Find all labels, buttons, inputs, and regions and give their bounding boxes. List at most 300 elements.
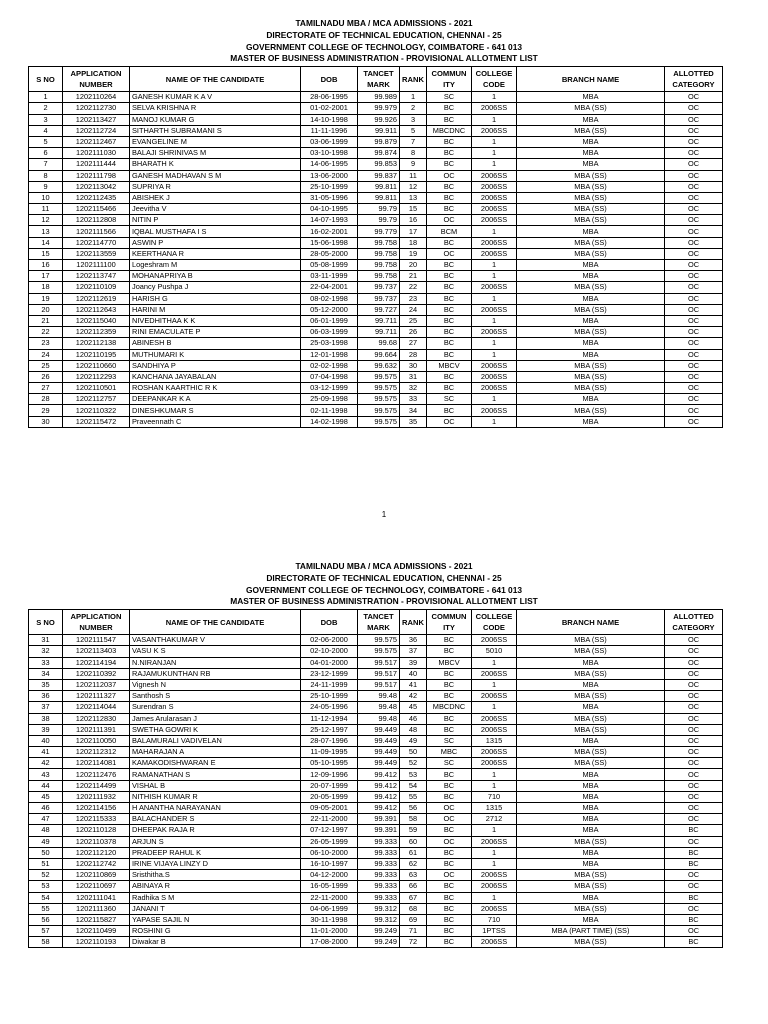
table-row [29, 825, 723, 836]
cell-sno: 3 [29, 114, 63, 125]
cell-rank: 26 [400, 327, 427, 338]
table-row [29, 148, 723, 159]
table-row [29, 881, 723, 892]
cell-candidate-name: YAPASE SAJIL N [130, 914, 301, 925]
cell-application-number: 1202112742 [63, 858, 130, 869]
cell-college-code: 2006SS [472, 836, 517, 847]
cell-college-code: 2006SS [472, 248, 517, 259]
cell-sno: 38 [29, 713, 63, 724]
cell-tancet-mark: 99.312 [358, 914, 400, 925]
table-row [29, 847, 723, 858]
cell-allotted-category: OC [665, 338, 723, 349]
cell-branch-name: MBA [517, 679, 665, 690]
cell-branch-name: MBA (SS) [517, 881, 665, 892]
cell-community: BC [427, 371, 472, 382]
cell-rank: 22 [400, 282, 427, 293]
cell-dob: 31-05-1996 [301, 192, 358, 203]
cell-sno: 2 [29, 103, 63, 114]
cell-application-number: 1202111100 [63, 260, 130, 271]
cell-rank: 39 [400, 657, 427, 668]
cell-community: BC [427, 338, 472, 349]
cell-college-code: 2006SS [472, 192, 517, 203]
cell-allotted-category: OC [665, 646, 723, 657]
cell-sno: 25 [29, 360, 63, 371]
cell-sno: 22 [29, 327, 63, 338]
cell-dob: 22-11-2000 [301, 892, 358, 903]
cell-candidate-name: Diwakar B [130, 937, 301, 948]
cell-tancet-mark: 99.837 [358, 170, 400, 181]
cell-sno: 5 [29, 136, 63, 147]
cell-candidate-name: SANDHIYA P [130, 360, 301, 371]
cell-community: BC [427, 282, 472, 293]
cell-college-code: 1 [472, 271, 517, 282]
cell-candidate-name: NIVEDHITHAA K K [130, 315, 301, 326]
cell-branch-name: MBA (SS) [517, 747, 665, 758]
page-header [0, 0, 768, 65]
cell-application-number: 1202112312 [63, 747, 130, 758]
cell-tancet-mark: 99.811 [358, 181, 400, 192]
cell-application-number: 1202111030 [63, 148, 130, 159]
column-header-sno: S NO [29, 67, 63, 92]
cell-community: BC [427, 679, 472, 690]
cell-candidate-name: SUPRIYA R [130, 181, 301, 192]
cell-community: OC [427, 215, 472, 226]
cell-dob: 25-10-1999 [301, 691, 358, 702]
cell-dob: 04-06-1999 [301, 903, 358, 914]
cell-candidate-name: SELVA KRISHNA R [130, 103, 301, 114]
cell-rank: 23 [400, 293, 427, 304]
cell-branch-name: MBA (SS) [517, 758, 665, 769]
cell-candidate-name: ABINAYA R [130, 881, 301, 892]
cell-branch-name: MBA [517, 394, 665, 405]
cell-community: BC [427, 724, 472, 735]
table-row [29, 338, 723, 349]
cell-college-code: 2006SS [472, 747, 517, 758]
cell-college-code: 2006SS [472, 758, 517, 769]
cell-dob: 12-09-1996 [301, 769, 358, 780]
cell-branch-name: MBA [517, 858, 665, 869]
cell-community: BC [427, 304, 472, 315]
cell-college-code: 2006SS [472, 103, 517, 114]
cell-dob: 02-02-1998 [301, 360, 358, 371]
cell-rank: 24 [400, 304, 427, 315]
cell-branch-name: MBA [517, 803, 665, 814]
cell-tancet-mark: 99.333 [358, 892, 400, 903]
cell-allotted-category: OC [665, 92, 723, 103]
cell-application-number: 1202112619 [63, 293, 130, 304]
cell-application-number: 1202110128 [63, 825, 130, 836]
cell-sno: 50 [29, 847, 63, 858]
cell-tancet-mark: 99.575 [358, 646, 400, 657]
cell-dob: 20-07-1999 [301, 780, 358, 791]
cell-branch-name: MBA [517, 315, 665, 326]
cell-college-code: 1315 [472, 803, 517, 814]
cell-college-code: 1 [472, 136, 517, 147]
cell-sno: 39 [29, 724, 63, 735]
cell-application-number: 1202115040 [63, 315, 130, 326]
cell-college-code: 1PTSS [472, 926, 517, 937]
cell-sno: 33 [29, 657, 63, 668]
cell-candidate-name: IRINE VIJAYA LINZY D [130, 858, 301, 869]
cell-dob: 23-12-1999 [301, 668, 358, 679]
cell-sno: 30 [29, 416, 63, 427]
table-row [29, 724, 723, 735]
cell-sno: 24 [29, 349, 63, 360]
cell-allotted-category: OC [665, 360, 723, 371]
cell-application-number: 1202112037 [63, 679, 130, 690]
cell-sno: 41 [29, 747, 63, 758]
cell-candidate-name: DINESHKUMAR S [130, 405, 301, 416]
table-row [29, 735, 723, 746]
cell-tancet-mark: 99.48 [358, 702, 400, 713]
cell-tancet-mark: 99.737 [358, 293, 400, 304]
cell-dob: 25-09-1998 [301, 394, 358, 405]
cell-tancet-mark: 99.911 [358, 125, 400, 136]
cell-candidate-name: Radhika S M [130, 892, 301, 903]
cell-community: BC [427, 181, 472, 192]
table-row [29, 159, 723, 170]
cell-sno: 52 [29, 870, 63, 881]
cell-tancet-mark: 99.737 [358, 282, 400, 293]
cell-tancet-mark: 99.575 [358, 416, 400, 427]
cell-rank: 45 [400, 702, 427, 713]
cell-allotted-category: OC [665, 349, 723, 360]
cell-application-number: 1202110195 [63, 349, 130, 360]
cell-community: MBCDNC [427, 125, 472, 136]
cell-sno: 12 [29, 215, 63, 226]
cell-candidate-name: Surendran S [130, 702, 301, 713]
cell-tancet-mark: 99.711 [358, 315, 400, 326]
column-header-candidate-name: NAME OF THE CANDIDATE [130, 67, 301, 92]
cell-dob: 05-12-2000 [301, 304, 358, 315]
cell-candidate-name: HARISH G [130, 293, 301, 304]
cell-rank: 67 [400, 892, 427, 903]
cell-allotted-category: OC [665, 282, 723, 293]
cell-rank: 19 [400, 248, 427, 259]
cell-branch-name: MBA [517, 780, 665, 791]
cell-sno: 23 [29, 338, 63, 349]
cell-dob: 25-12-1997 [301, 724, 358, 735]
cell-candidate-name: Joancy Pushpa J [130, 282, 301, 293]
column-header-dob: DOB [301, 67, 358, 92]
cell-candidate-name: ASWIN P [130, 237, 301, 248]
cell-rank: 36 [400, 635, 427, 646]
cell-application-number: 1202110193 [63, 937, 130, 948]
cell-candidate-name: ABISHEK J [130, 192, 301, 203]
cell-sno: 4 [29, 125, 63, 136]
cell-dob: 22-11-2000 [301, 814, 358, 825]
cell-rank: 40 [400, 668, 427, 679]
cell-application-number: 1202114770 [63, 237, 130, 248]
allotment-table [28, 609, 723, 948]
cell-dob: 16-10-1997 [301, 858, 358, 869]
cell-candidate-name: ROSHAN KAARTHIC R K [130, 383, 301, 394]
cell-branch-name: MBA (SS) [517, 103, 665, 114]
cell-rank: 21 [400, 271, 427, 282]
cell-allotted-category: OC [665, 903, 723, 914]
cell-allotted-category: OC [665, 735, 723, 746]
cell-application-number: 1202111327 [63, 691, 130, 702]
cell-community: MBCDNC [427, 702, 472, 713]
cell-college-code: 2006SS [472, 181, 517, 192]
column-header-rank: RANK [400, 610, 427, 635]
cell-community: BC [427, 327, 472, 338]
cell-branch-name: MBA (SS) [517, 125, 665, 136]
cell-tancet-mark: 99.979 [358, 103, 400, 114]
cell-allotted-category: OC [665, 635, 723, 646]
cell-community: BC [427, 668, 472, 679]
cell-dob: 13-06-2000 [301, 170, 358, 181]
cell-branch-name: MBA (SS) [517, 204, 665, 215]
cell-branch-name: MBA (SS) [517, 282, 665, 293]
cell-college-code: 2006SS [472, 881, 517, 892]
cell-branch-name: MBA (SS) [517, 937, 665, 948]
cell-allotted-category: OC [665, 181, 723, 192]
table-row [29, 926, 723, 937]
cell-community: BC [427, 691, 472, 702]
cell-branch-name: MBA (SS) [517, 237, 665, 248]
cell-branch-name: MBA (SS) [517, 635, 665, 646]
table-row [29, 215, 723, 226]
cell-candidate-name: MANOJ KUMAR G [130, 114, 301, 125]
cell-college-code: 1 [472, 338, 517, 349]
cell-candidate-name: James Arularasan J [130, 713, 301, 724]
header-line-2: DIRECTORATE OF TECHNICAL EDUCATION, CHENNAI - 25 [266, 29, 502, 40]
table-row [29, 903, 723, 914]
cell-allotted-category: OC [665, 192, 723, 203]
cell-college-code: 1 [472, 657, 517, 668]
cell-tancet-mark: 99.575 [358, 635, 400, 646]
cell-dob: 06-01-1999 [301, 315, 358, 326]
cell-candidate-name: RAJAMUKUNTHAN RB [130, 668, 301, 679]
cell-college-code: 1 [472, 293, 517, 304]
cell-application-number: 1202115333 [63, 814, 130, 825]
cell-tancet-mark: 99.412 [358, 791, 400, 802]
column-header-tancet-mark: TANCET MARK [358, 67, 400, 92]
table-row [29, 293, 723, 304]
cell-application-number: 1202110322 [63, 405, 130, 416]
cell-application-number: 1202112467 [63, 136, 130, 147]
cell-application-number: 1202110378 [63, 836, 130, 847]
cell-dob: 28-07-1996 [301, 735, 358, 746]
cell-allotted-category: OC [665, 679, 723, 690]
cell-allotted-category: OC [665, 405, 723, 416]
cell-allotted-category: OC [665, 724, 723, 735]
table-row [29, 747, 723, 758]
cell-dob: 08-02-1998 [301, 293, 358, 304]
cell-dob: 02-10-2000 [301, 646, 358, 657]
cell-dob: 28-06-1995 [301, 92, 358, 103]
cell-branch-name: MBA [517, 914, 665, 925]
cell-community: BC [427, 204, 472, 215]
cell-sno: 17 [29, 271, 63, 282]
cell-branch-name: MBA [517, 159, 665, 170]
cell-application-number: 1202113747 [63, 271, 130, 282]
cell-candidate-name: DEEPANKAR K A [130, 394, 301, 405]
cell-allotted-category: BC [665, 914, 723, 925]
cell-candidate-name: VISHAL B [130, 780, 301, 791]
cell-college-code: 2006SS [472, 282, 517, 293]
cell-community: OC [427, 836, 472, 847]
cell-rank: 5 [400, 125, 427, 136]
cell-allotted-category: OC [665, 758, 723, 769]
cell-dob: 14-02-1998 [301, 416, 358, 427]
cell-allotted-category: OC [665, 159, 723, 170]
table-row [29, 226, 723, 237]
table-row [29, 937, 723, 948]
cell-branch-name: MBA [517, 735, 665, 746]
cell-dob: 25-03-1998 [301, 338, 358, 349]
cell-college-code: 1 [472, 769, 517, 780]
cell-community: OC [427, 870, 472, 881]
cell-branch-name: MBA [517, 769, 665, 780]
cell-rank: 48 [400, 724, 427, 735]
cell-candidate-name: HARINI M [130, 304, 301, 315]
cell-dob: 25-10-1999 [301, 181, 358, 192]
cell-tancet-mark: 99.333 [358, 858, 400, 869]
table-row [29, 416, 723, 427]
cell-sno: 48 [29, 825, 63, 836]
cell-sno: 29 [29, 405, 63, 416]
cell-dob: 03-06-1999 [301, 136, 358, 147]
cell-dob: 06-10-2000 [301, 847, 358, 858]
table-row [29, 691, 723, 702]
cell-allotted-category: OC [665, 304, 723, 315]
cell-allotted-category: OC [665, 691, 723, 702]
cell-branch-name: MBA [517, 791, 665, 802]
cell-dob: 28-05-2000 [301, 248, 358, 259]
cell-sno: 45 [29, 791, 63, 802]
cell-college-code: 1 [472, 416, 517, 427]
table-row [29, 791, 723, 802]
cell-candidate-name: GANESH KUMAR K A V [130, 92, 301, 103]
cell-sno: 11 [29, 204, 63, 215]
cell-college-code: 2006SS [472, 635, 517, 646]
cell-allotted-category: OC [665, 237, 723, 248]
table-row [29, 327, 723, 338]
cell-allotted-category: OC [665, 769, 723, 780]
cell-college-code: 2006SS [472, 125, 517, 136]
cell-branch-name: MBA [517, 349, 665, 360]
cell-college-code: 2006SS [472, 691, 517, 702]
cell-college-code: 2006SS [472, 724, 517, 735]
cell-rank: 54 [400, 780, 427, 791]
cell-allotted-category: OC [665, 803, 723, 814]
cell-allotted-category: OC [665, 747, 723, 758]
cell-tancet-mark: 99.449 [358, 747, 400, 758]
cell-application-number: 1202112730 [63, 103, 130, 114]
cell-rank: 7 [400, 136, 427, 147]
cell-college-code: 1 [472, 349, 517, 360]
cell-college-code: 1 [472, 679, 517, 690]
cell-college-code: 2006SS [472, 405, 517, 416]
table-row [29, 803, 723, 814]
cell-branch-name: MBA (SS) [517, 170, 665, 181]
cell-college-code: 1 [472, 159, 517, 170]
cell-community: BC [427, 769, 472, 780]
cell-branch-name: MBA (SS) [517, 248, 665, 259]
cell-rank: 20 [400, 260, 427, 271]
cell-application-number: 1202110264 [63, 92, 130, 103]
cell-community: BC [427, 646, 472, 657]
cell-rank: 41 [400, 679, 427, 690]
cell-allotted-category: OC [665, 394, 723, 405]
cell-dob: 02-11-1998 [301, 405, 358, 416]
cell-sno: 49 [29, 836, 63, 847]
cell-branch-name: MBA [517, 136, 665, 147]
cell-sno: 16 [29, 260, 63, 271]
table-row [29, 679, 723, 690]
cell-dob: 11-12-1994 [301, 713, 358, 724]
table-row [29, 870, 723, 881]
cell-application-number: 1202111444 [63, 159, 130, 170]
cell-application-number: 1202111932 [63, 791, 130, 802]
cell-community: BC [427, 635, 472, 646]
header-line-1: TAMILNADU MBA / MCA ADMISSIONS - 2021 [295, 18, 473, 28]
cell-dob: 03-12-1999 [301, 383, 358, 394]
cell-community: BC [427, 847, 472, 858]
cell-tancet-mark: 99.758 [358, 260, 400, 271]
cell-application-number: 1202115827 [63, 914, 130, 925]
cell-candidate-name: ABINESH B [130, 338, 301, 349]
table-row [29, 635, 723, 646]
cell-sno: 9 [29, 181, 63, 192]
cell-rank: 42 [400, 691, 427, 702]
cell-branch-name: MBA [517, 825, 665, 836]
cell-dob: 12-01-1998 [301, 349, 358, 360]
cell-sno: 43 [29, 769, 63, 780]
cell-allotted-category: OC [665, 148, 723, 159]
cell-community: MBCV [427, 657, 472, 668]
cell-tancet-mark: 99.517 [358, 657, 400, 668]
cell-branch-name: MBA (SS) [517, 360, 665, 371]
cell-allotted-category: OC [665, 836, 723, 847]
cell-tancet-mark: 99.333 [358, 881, 400, 892]
column-header-application-number: APPLICATION NUMBER [63, 610, 130, 635]
table-row [29, 349, 723, 360]
cell-allotted-category: OC [665, 780, 723, 791]
cell-application-number: 1202115472 [63, 416, 130, 427]
cell-rank: 17 [400, 226, 427, 237]
cell-application-number: 1202114499 [63, 780, 130, 791]
cell-community: BC [427, 315, 472, 326]
cell-sno: 14 [29, 237, 63, 248]
cell-application-number: 1202112643 [63, 304, 130, 315]
table-row [29, 114, 723, 125]
cell-allotted-category: OC [665, 226, 723, 237]
cell-sno: 46 [29, 803, 63, 814]
cell-college-code: 1315 [472, 735, 517, 746]
cell-branch-name: MBA [517, 892, 665, 903]
cell-branch-name: MBA (SS) [517, 646, 665, 657]
cell-tancet-mark: 99.412 [358, 769, 400, 780]
cell-branch-name: MBA (SS) [517, 215, 665, 226]
cell-allotted-category: OC [665, 881, 723, 892]
cell-sno: 54 [29, 892, 63, 903]
cell-community: BC [427, 237, 472, 248]
cell-dob: 04-10-1995 [301, 204, 358, 215]
cell-college-code: 1 [472, 226, 517, 237]
table-row [29, 125, 723, 136]
cell-candidate-name: N.NIRANJAN [130, 657, 301, 668]
cell-candidate-name: ROSHINI G [130, 926, 301, 937]
cell-allotted-category: OC [665, 103, 723, 114]
cell-tancet-mark: 99.333 [358, 870, 400, 881]
cell-branch-name: MBA (SS) [517, 327, 665, 338]
cell-rank: 46 [400, 713, 427, 724]
cell-community: BC [427, 926, 472, 937]
table-row [29, 405, 723, 416]
